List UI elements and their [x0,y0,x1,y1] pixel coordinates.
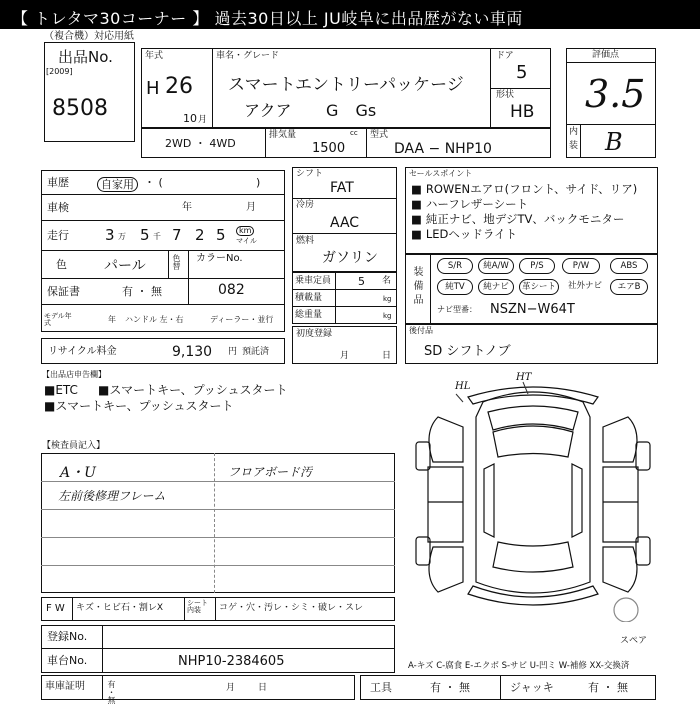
inspector-note-3: フロアボード汚 [228,465,313,479]
equip-tv: 純TV [437,279,473,295]
model-year-value: 26 [165,74,193,99]
capacity-label: 乗車定員 [295,276,332,286]
equip-aw: 純A/W [478,258,514,274]
score-label: 評価点 [592,50,620,60]
recycle-deposit: 預託済 [242,347,270,357]
history-close: ) [256,176,261,189]
tools-value: 有 ・ 無 [430,681,470,694]
equip-navi: 純ナビ [478,279,514,295]
equip-aftermarket-navi: 社外ナビ [568,281,603,291]
car-diagram [408,372,658,622]
spare-label: スペア [620,636,648,646]
car-grade: スマートエントリーパッケージ [228,75,464,95]
defect-exterior: キズ・ヒビ石・割レX [76,603,163,613]
model-year-month-unit: 月 [198,115,208,125]
doors-value: 5 [516,62,528,83]
mileage-u1: 万 [118,232,126,241]
model-year-era: H [146,78,160,99]
car-name-label: 車名・グレード [216,51,280,61]
legend-text: A-キズ C-腐食 E-エクボ S-サビ U-凹ミ W-補修 XX-交換済 [408,661,630,671]
equip-abs: ABS [610,258,648,274]
diagram-mark-ht: HT [516,372,532,383]
aftermarket-value: SD シフトノブ [424,344,511,359]
load-unit: kg [383,295,392,303]
model-row-dealer: ディーラー・並行 [210,315,274,324]
sub-header: （複合機）対応用紙 [44,31,134,42]
model-row-year: 年 [108,315,116,324]
cert-row [41,675,355,700]
gross-unit: kg [383,312,392,320]
fuel-label: 燃料 [296,236,315,246]
inspector-title: 【検査員記入】 [42,441,106,451]
inspection-label: 車検 [47,201,69,214]
banner-text: 【 トレタマ30コーナー 】 過去30日以上 JU岐阜に出品歴がない車両 [12,9,523,28]
lot-number: 8508 [52,96,108,121]
body-shape-value: HB [510,102,535,122]
lot-year-stamp: [2009] [46,67,73,76]
displacement-label: 排気量 [269,130,297,140]
seller-notes-title: 【出品店申告欄】 [42,370,106,379]
cooling-value: AAC [330,215,360,231]
registration-label: 登録No. [47,630,88,643]
seller-note-item: ■ETC [44,383,78,397]
diagram-mark-hl: HL [455,381,471,392]
body-shape-label: 形状 [496,90,515,100]
color-change-label: 色替 [172,254,181,270]
cert-month: 月 [226,683,236,693]
shift-value: FAT [330,180,354,196]
inspection-year: 年 [182,202,192,213]
drive-type: 2WD ・ 4WD [165,137,236,150]
sales-points-title: セールスポイント [409,169,473,178]
car-name: アクア [244,101,292,120]
inspector-note-2: 左前後修理フレーム [58,489,166,503]
interior-label-1: 内 [569,127,579,137]
equip-leather: 革シート [519,279,559,295]
history-value: 自家用 [97,177,138,192]
car-grade2: G Gs [326,101,377,120]
score-value: 3.5 [585,72,646,116]
color-code-value: 082 [218,282,245,298]
navi-model-value: NSZN−W64T [490,302,575,317]
tools-label: 工具 [370,681,392,694]
capacity-value: 5 [358,275,365,288]
history-rest: ・ ( [144,176,163,189]
mileage-label: 走行 [47,229,69,242]
banner [0,0,700,29]
mileage-d5: 5 [216,226,226,244]
color-code-label: カラーNo. [196,253,243,264]
sales-point-item: ■ LEDヘッドライト [411,227,518,241]
chassis-value: NHP10-2384605 [178,654,285,669]
defect-interior: コゲ・穴・汚レ・シミ・破レ・スレ [219,603,364,613]
navi-model-label: ナビ型番： [437,305,477,314]
mileage-unit-km: km [236,226,254,236]
sales-point-item: ■ 純正ナビ、地デジTV、バックモニター [411,212,625,226]
sales-point-item: ■ ROWENエアロ(フロント、サイド、リア) [411,182,638,196]
lot-label: 出品No. [58,48,113,66]
aftermarket-label: 後付品 [409,326,433,335]
recycle-unit: 円 [228,347,238,357]
recycle-label: リサイクル料金 [48,346,117,357]
interior-value: B [605,128,623,156]
color-label: 色 [56,258,67,271]
inspector-note-1: A・U [60,465,96,481]
first-reg-month: 月 [340,351,350,361]
seller-note-item: ■スマートキー、プッシュスタート [44,399,234,413]
gross-label: 総重量 [295,310,323,320]
model-year-label: 年式 [145,51,164,61]
defect-seat-label: シート内装 [187,599,208,614]
first-reg-day: 日 [382,351,392,361]
cooling-label: 冷房 [296,200,315,210]
cert-has: 有・無 [107,680,116,704]
mileage-u2: 千 [153,232,161,241]
color-value: パール [104,258,146,274]
equip-sr: S/R [437,258,473,274]
history-label: 車歴 [47,176,69,189]
shift-label: シフト [296,169,324,179]
model-row-label: モデル年式 [44,312,72,327]
doors-label: ドア [496,51,514,61]
defect-fw: F W [46,603,65,614]
seller-note-item: ■スマートキー、プッシュスタート [98,383,288,397]
displacement-value: 1500 [312,141,346,156]
jack-label: ジャッキ [510,681,554,694]
chassis-label: 車台No. [47,654,88,667]
warranty-label: 保証書 [47,285,80,298]
displacement-unit: cc [350,129,358,137]
warranty-value: 有 ・ 無 [122,285,162,298]
equip-airbag: エアB [610,279,648,295]
mileage-d4: 2 [195,226,205,244]
mileage-unit-mile: マイル [236,237,257,245]
model-code-label: 型式 [370,130,389,140]
model-code-value: DAA − NHP10 [394,141,492,157]
mileage-d3: 7 [172,226,182,244]
equip-ps: P/S [519,258,555,274]
mileage-d1: 3 [105,226,115,244]
inspection-month: 月 [246,202,256,213]
model-row-handle: ハンドル 左・右 [125,315,184,324]
jack-value: 有 ・ 無 [588,681,628,694]
fuel-value: ガソリン [322,250,378,266]
load-label: 積載量 [295,293,323,303]
cert-label: 車庫証明 [45,681,85,692]
model-year-month: 10 [183,112,197,125]
first-reg-label: 初度登録 [296,329,333,339]
interior-label-2: 装 [569,141,579,151]
cert-day: 日 [258,683,268,693]
mileage-d2: 5 [140,226,150,244]
sales-point-item: ■ ハーフレザーシート [411,197,529,211]
equipment-label: 装備品 [411,266,422,308]
recycle-value: 9,130 [172,344,213,360]
equip-pw: P/W [562,258,600,274]
capacity-unit: 名 [382,276,392,286]
